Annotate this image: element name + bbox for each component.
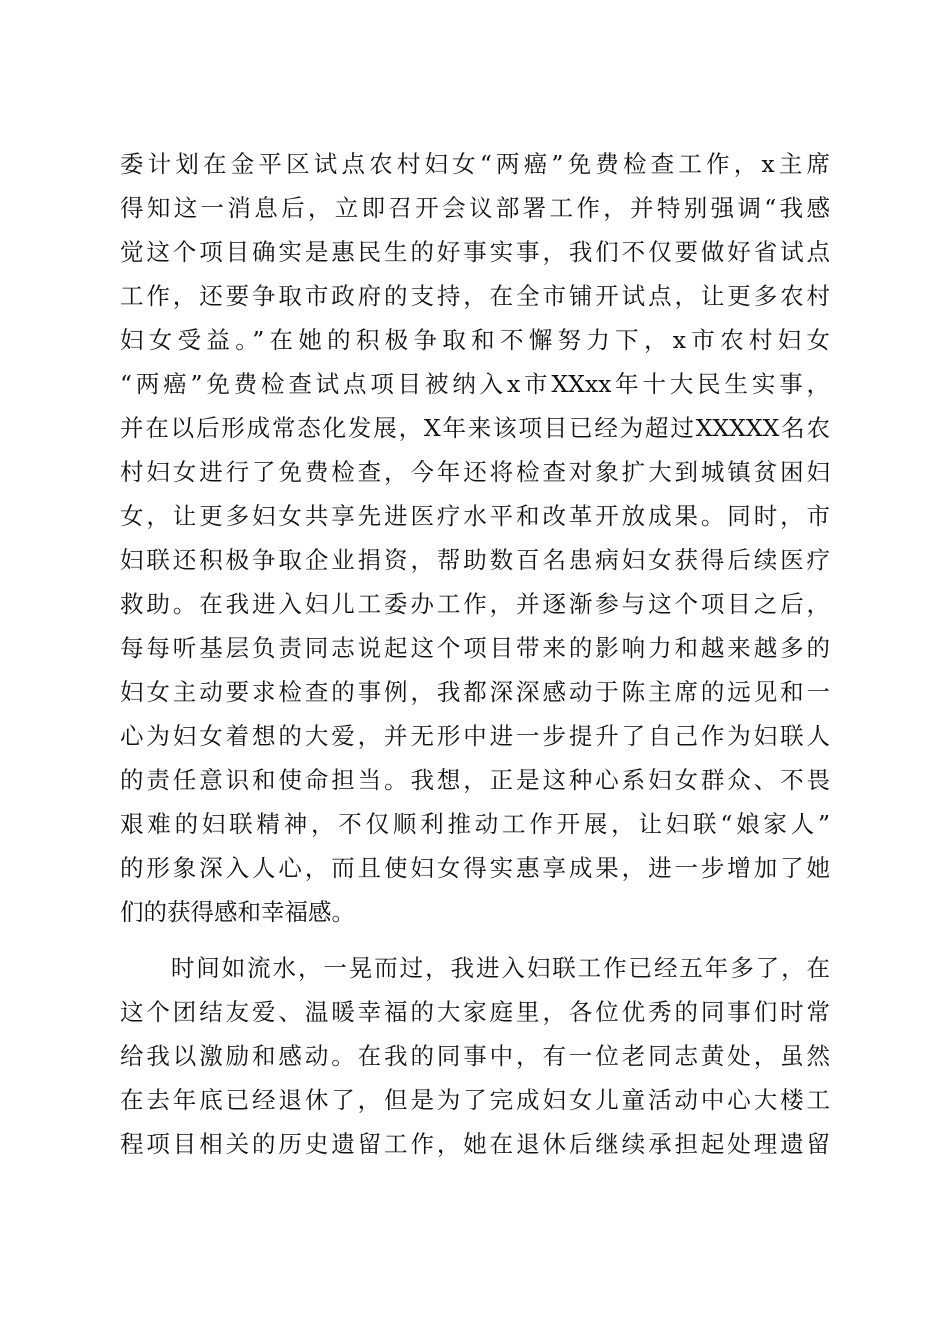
text-line: 这个团结友爱、温暖幸福的大家庭里，各位优秀的同事们时常 [120, 998, 830, 1026]
text-line: 程项目相关的历史遗留工作，她在退休后继续承担起处理遗留 [120, 1130, 830, 1158]
text-line: 妇女受益。”在她的积极争取和不懈努力下，x市农村妇女 [120, 326, 830, 354]
text-line: 心为妇女着想的大爱，并无形中进一步提升了自己作为妇联人 [120, 722, 830, 750]
paragraph-1 [120, 142, 830, 934]
text-line: 的责任意识和使命担当。我想，正是这种心系妇女群众、不畏 [120, 766, 830, 794]
text-line: 艰难的妇联精神，不仅顺利推动工作开展，让妇联“娘家人” [120, 810, 830, 838]
text-line: 救助。在我进入妇儿工委办工作，并逐渐参与这个项目之后， [120, 590, 830, 618]
text-line: 村妇女进行了免费检查，今年还将检查对象扩大到城镇贫困妇 [120, 458, 830, 486]
paragraph-2 [120, 946, 830, 1166]
text-line: 在去年底已经退休了，但是为了完成妇女儿童活动中心大楼工 [120, 1086, 830, 1114]
text-line: 给我以激励和感动。在我的同事中，有一位老同志黄处，虽然 [120, 1042, 830, 1070]
text-line: 妇女主动要求检查的事例，我都深深感动于陈主席的远见和一 [120, 678, 830, 706]
text-line: 时间如流水，一晃而过，我进入妇联工作已经五年多了，在 [120, 954, 830, 982]
text-line: 每每听基层负责同志说起这个项目带来的影响力和越来越多的 [120, 634, 830, 662]
text-line: 妇联还积极争取企业捐资，帮助数百名患病妇女获得后续医疗 [120, 546, 830, 574]
text-line: 并在以后形成常态化发展，X年来该项目已经为超过XXXXX名农 [120, 414, 830, 442]
text-line: 们的获得感和幸福感。 [120, 898, 355, 926]
text-line: 得知这一消息后，立即召开会议部署工作，并特别强调“我感 [120, 194, 830, 222]
text-line: 女，让更多妇女共享先进医疗水平和改革开放成果。同时，市 [120, 502, 830, 530]
text-line: 工作，还要争取市政府的支持，在全市铺开试点，让更多农村 [120, 282, 830, 310]
text-line: 觉这个项目确实是惠民生的好事实事，我们不仅要做好省试点 [120, 238, 830, 266]
text-line: 委计划在金平区试点农村妇女“两癌”免费检查工作，x主席 [120, 150, 830, 178]
text-line: 的形象深入人心，而且使妇女得实惠享成果，进一步增加了她 [120, 854, 830, 882]
text-line: “两癌”免费检查试点项目被纳入x市XXxx年十大民生实事， [120, 370, 830, 398]
